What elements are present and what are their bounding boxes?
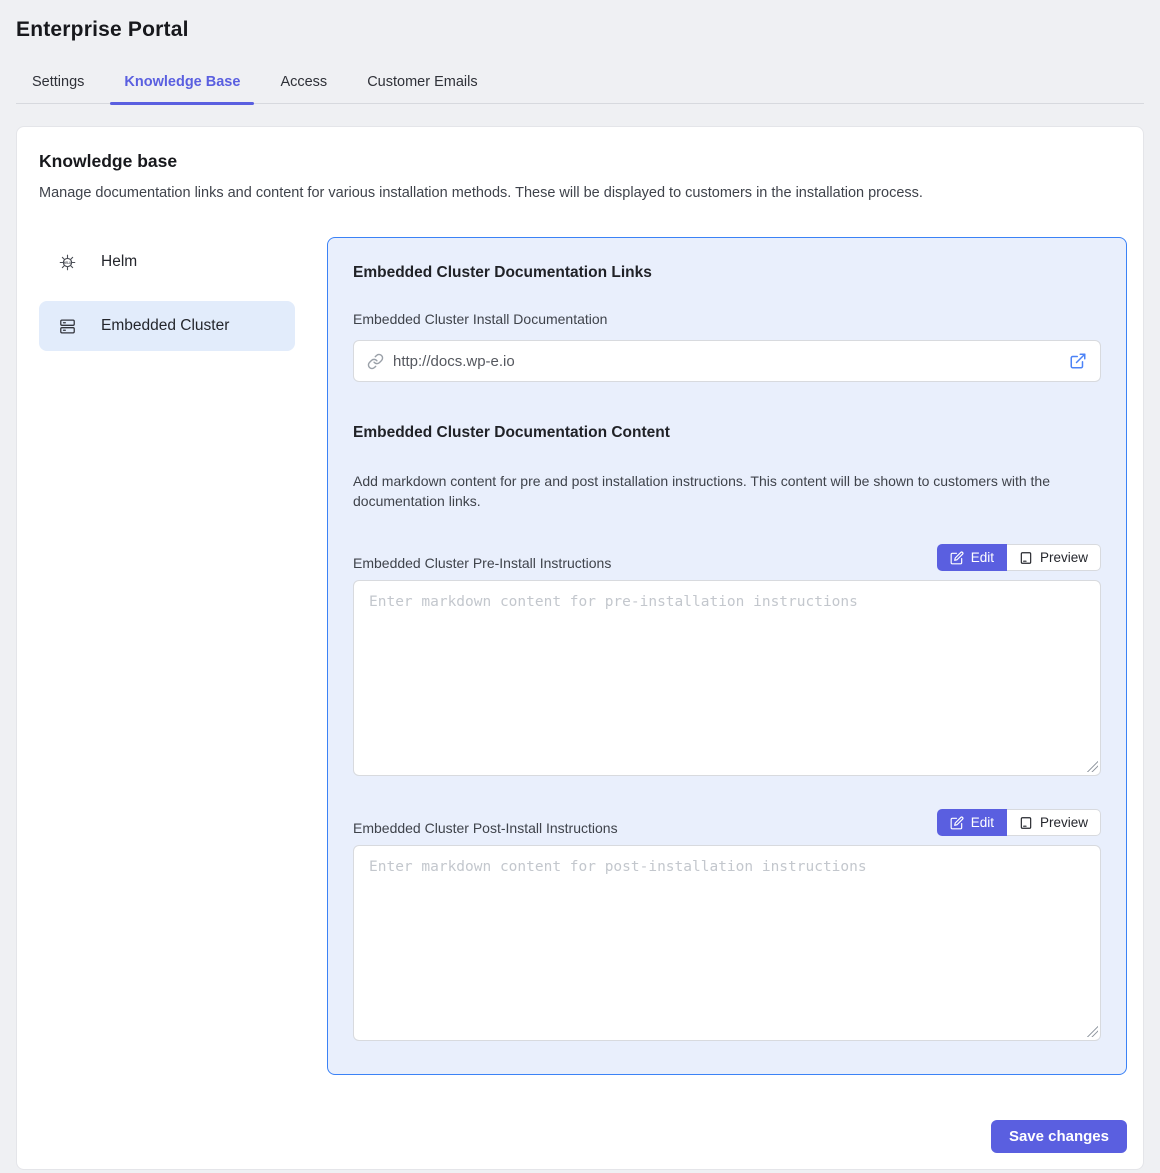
links-section-title: Embedded Cluster Documentation Links [353, 264, 652, 281]
svg-text:HELM: HELM [62, 260, 72, 265]
link-icon [367, 353, 384, 370]
post-install-label: Embedded Cluster Post-Install Instructions [353, 820, 618, 836]
tab-customer-emails[interactable]: Customer Emails [367, 74, 478, 90]
preview-icon [1019, 551, 1033, 565]
content-section-title: Embedded Cluster Documentation Content [353, 424, 670, 441]
preview-button-label: Preview [1039, 815, 1088, 830]
card-footer [39, 1075, 1127, 1153]
external-link-icon[interactable] [1069, 352, 1087, 370]
pre-install-label: Embedded Cluster Pre-Install Instructions [353, 555, 612, 571]
embedded-cluster-panel [327, 237, 1127, 1075]
install-doc-url-input[interactable] [393, 353, 1061, 370]
post-install-editor [353, 809, 1101, 1041]
edit-button[interactable] [937, 809, 1007, 836]
content-section-description: Add markdown content for pre and post installation instructions. This content will be shown to customers with the documentation links. [353, 473, 1050, 509]
preview-button[interactable] [1007, 809, 1101, 836]
card-description: Manage documentation links and content for various installation methods. These will be displayed to customers in the installation process. [39, 185, 923, 201]
pre-install-editor [353, 544, 1101, 776]
save-changes-button[interactable]: Save changes [991, 1120, 1127, 1153]
pre-install-mode-toggle [937, 544, 1101, 571]
edit-button-label: Edit [970, 550, 994, 565]
edit-button[interactable] [937, 544, 1007, 571]
edit-icon [950, 551, 964, 565]
content-row [39, 237, 1127, 1075]
install-method-nav [39, 237, 295, 1075]
preview-button[interactable] [1007, 544, 1101, 571]
tab-settings[interactable]: Settings [32, 74, 85, 90]
sidebar-item-label: Helm [101, 253, 138, 270]
sidebar-item-helm[interactable] [39, 237, 295, 287]
preview-icon [1019, 816, 1033, 830]
tab-knowledge-base[interactable]: Knowledge Base [108, 64, 256, 103]
edit-icon [950, 816, 964, 830]
tab-access[interactable]: Access [280, 74, 328, 90]
helm-icon [57, 252, 77, 272]
edit-button-label: Edit [970, 815, 994, 830]
card-title: Knowledge base [39, 151, 178, 171]
install-doc-input-wrap [353, 340, 1101, 382]
page-header [0, 0, 1160, 104]
post-install-mode-toggle [937, 809, 1101, 836]
preview-button-label: Preview [1039, 550, 1088, 565]
pre-install-textarea[interactable] [353, 580, 1101, 776]
sidebar-item-embedded-cluster[interactable] [39, 301, 295, 351]
post-install-textarea[interactable] [353, 845, 1101, 1041]
tab-bar [16, 64, 1144, 104]
server-stack-icon [57, 316, 77, 336]
sidebar-item-label: Embedded Cluster [101, 317, 230, 334]
page-title: Enterprise Portal [16, 18, 189, 41]
knowledge-base-card [16, 126, 1144, 1170]
install-doc-label: Embedded Cluster Install Documentation [353, 311, 608, 327]
